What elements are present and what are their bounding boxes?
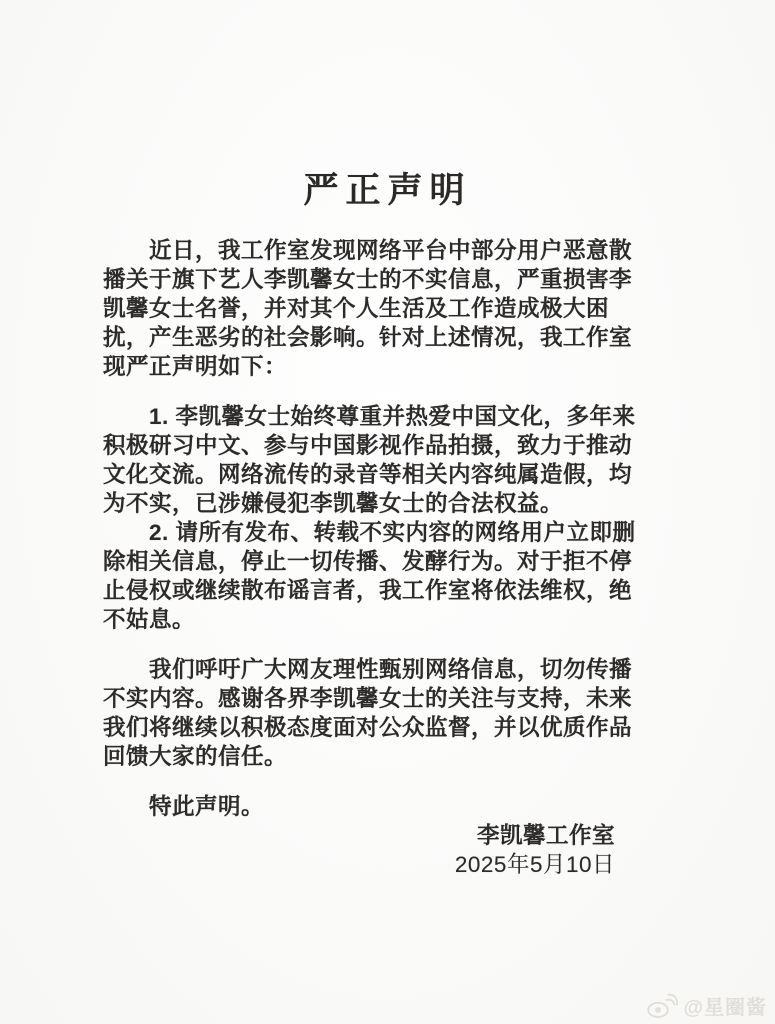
signature-studio-name: 李凯馨工作室 [476,823,615,848]
text-line: 扰，产生恶劣的社会影响。针对上述情况，我工作室 [103,325,633,350]
text-line: 除相关信息，停止一切传播、发酵行为。对于拒不停 [103,549,633,574]
text-line: 2. 请所有发布、转载不实内容的网络用户立即删 [103,520,636,545]
text-line: 现严正声明如下： [103,354,288,379]
text-line: 我们将继续以积极态度面对公众监督，并以优质作品 [103,715,633,740]
text-line: 1. 李凯馨女士始终尊重并热爱中国文化，多年来 [103,404,636,429]
paragraph-numbered-items [103,402,636,634]
text-line: 积极研习中文、参与中国影视作品拍摄，致力于推动 [103,433,633,458]
text-line: 播关于旗下艺人李凯馨女士的不实信息，严重损害李 [103,267,633,292]
signature-date: 2025年5月10日 [454,852,615,877]
closing-statement: 特此声明。 [103,794,265,819]
weibo-logo-icon [646,992,678,1019]
text-line: 为不实，已涉嫌侵犯李凯馨女士的合法权益。 [103,491,564,516]
text-line: 文化交流。网络流传的录音等相关内容纯属造假，均 [103,462,633,487]
text-line: 近日，我工作室发现网络平台中部分用户恶意散 [103,238,633,263]
paragraph-intro [103,236,633,381]
text-line: 我们呼吁广大网友理性甄别网络信息，切勿传播 [103,657,633,682]
watermark [646,991,767,1020]
watermark-handle: @星圈酱 [683,997,767,1019]
text-line: 不姑息。 [103,607,196,632]
text-line: 不实内容。感谢各界李凯馨女士的关注与支持，未来 [103,686,633,711]
text-line: 回馈大家的信任。 [103,744,288,769]
statement-title: 严正声明 [303,171,472,210]
signature-block [103,821,615,879]
text-line: 凯馨女士名誉，并对其个人生活及工作造成极大困 [103,296,610,321]
statement-body [103,236,636,879]
text-line: 止侵权或继续散布谣言者，我工作室将依法维权，绝 [103,578,633,603]
paragraph-appeal [103,655,633,771]
